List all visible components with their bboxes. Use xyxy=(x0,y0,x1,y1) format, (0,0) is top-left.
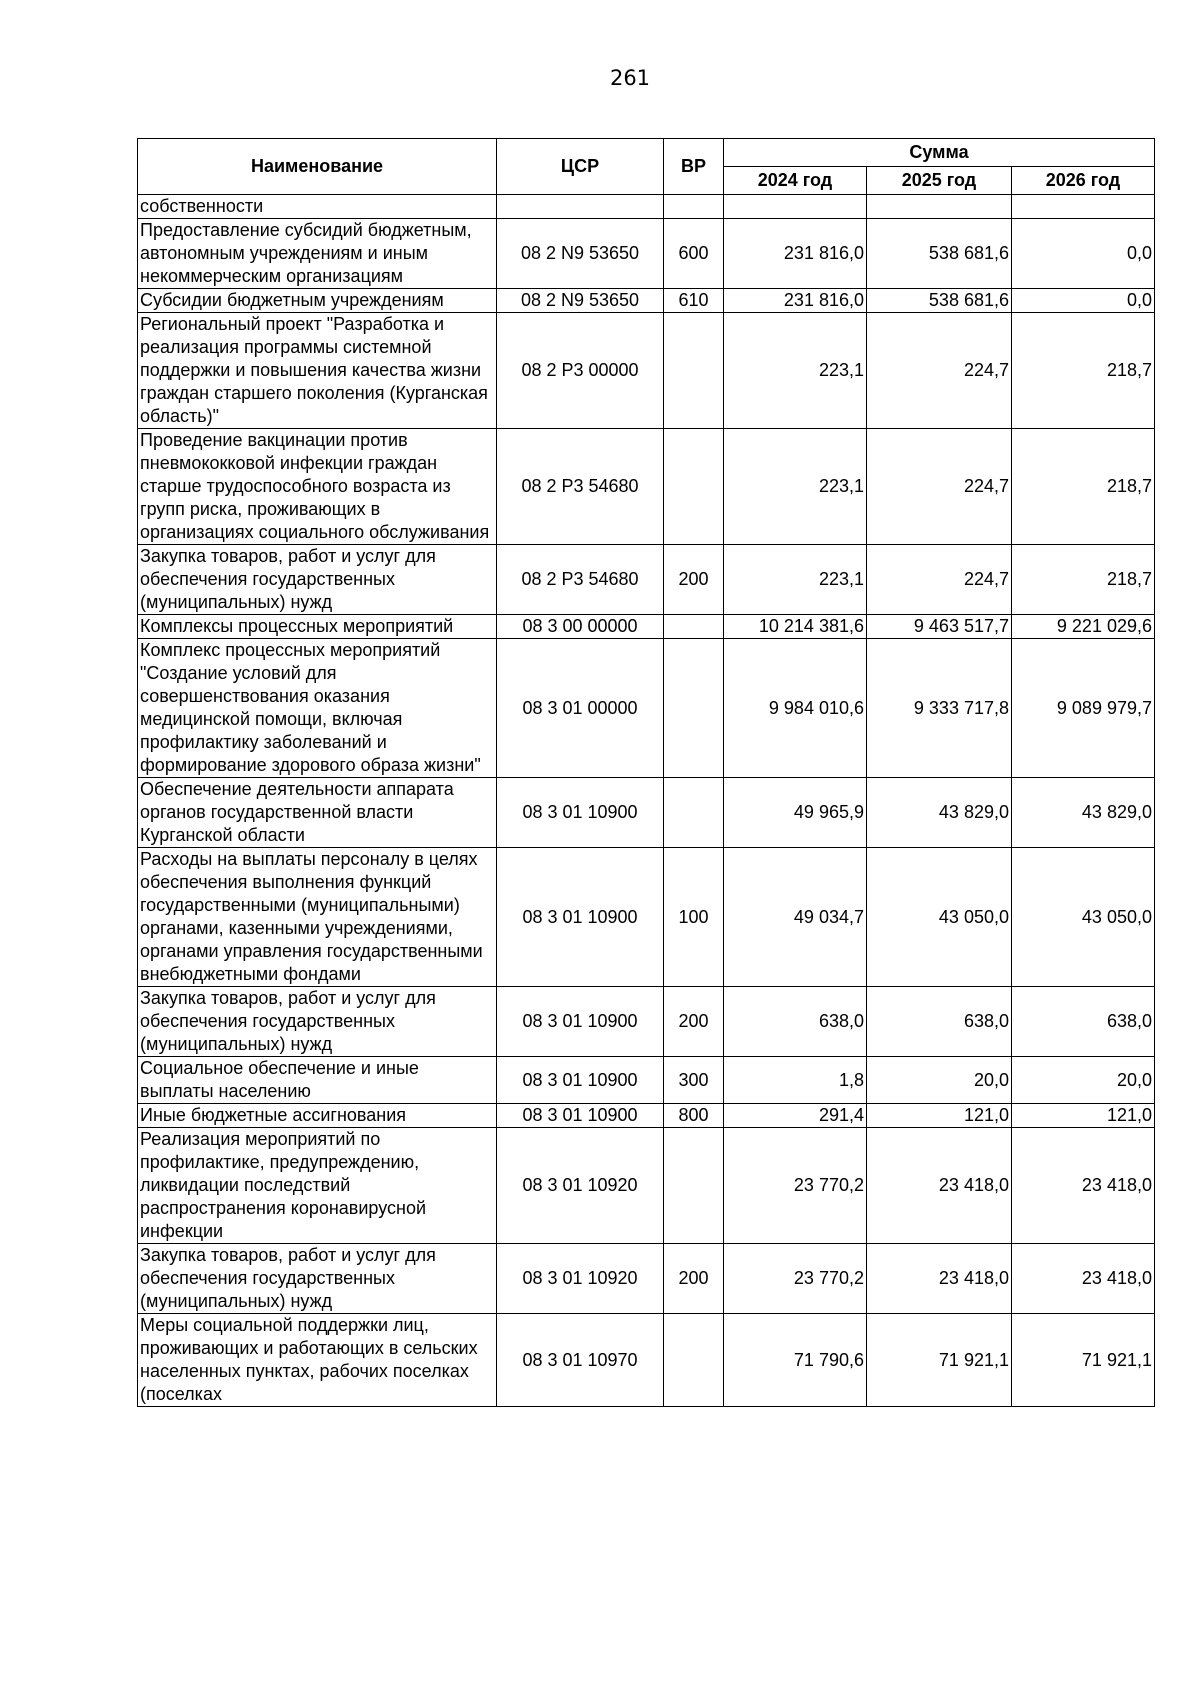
cell-2025: 224,7 xyxy=(867,313,1012,429)
cell-name: Закупка товаров, работ и услуг для обеспечения государственных (муниципальных) нужд xyxy=(138,545,497,615)
table-row xyxy=(138,987,1155,1057)
cell-2026: 218,7 xyxy=(1012,429,1155,545)
cell-2025: 23 418,0 xyxy=(867,1128,1012,1244)
table-row xyxy=(138,219,1155,289)
cell-2025 xyxy=(867,195,1012,219)
cell-2025: 23 418,0 xyxy=(867,1244,1012,1314)
cell-2026: 9 089 979,7 xyxy=(1012,639,1155,778)
cell-2024: 10 214 381,6 xyxy=(724,615,867,639)
cell-vr: 100 xyxy=(664,848,724,987)
cell-vr xyxy=(664,195,724,219)
table-row xyxy=(138,1104,1155,1128)
table-body xyxy=(138,195,1155,1407)
cell-csr xyxy=(497,195,664,219)
cell-2025: 71 921,1 xyxy=(867,1314,1012,1407)
cell-name: Социальное обеспечение и иные выплаты населению xyxy=(138,1057,497,1104)
budget-table xyxy=(137,138,1155,1407)
cell-name: собственности xyxy=(138,195,497,219)
cell-vr: 300 xyxy=(664,1057,724,1104)
cell-2024: 9 984 010,6 xyxy=(724,639,867,778)
cell-name: Иные бюджетные ассигнования xyxy=(138,1104,497,1128)
table-row xyxy=(138,545,1155,615)
cell-vr xyxy=(664,313,724,429)
cell-csr: 08 3 01 10920 xyxy=(497,1128,664,1244)
cell-2026: 43 050,0 xyxy=(1012,848,1155,987)
cell-csr: 08 2 N9 53650 xyxy=(497,289,664,313)
cell-csr: 08 3 01 10920 xyxy=(497,1244,664,1314)
table-row xyxy=(138,848,1155,987)
table-row xyxy=(138,615,1155,639)
cell-csr: 08 2 P3 00000 xyxy=(497,313,664,429)
cell-2026: 0,0 xyxy=(1012,219,1155,289)
cell-2026: 0,0 xyxy=(1012,289,1155,313)
cell-2025: 538 681,6 xyxy=(867,289,1012,313)
cell-vr: 800 xyxy=(664,1104,724,1128)
header-2024: 2024 год xyxy=(724,167,867,195)
cell-2025: 224,7 xyxy=(867,545,1012,615)
cell-2025: 638,0 xyxy=(867,987,1012,1057)
cell-name: Субсидии бюджетным учреждениям xyxy=(138,289,497,313)
cell-2026: 71 921,1 xyxy=(1012,1314,1155,1407)
cell-csr: 08 2 N9 53650 xyxy=(497,219,664,289)
cell-vr: 200 xyxy=(664,545,724,615)
cell-2024: 23 770,2 xyxy=(724,1128,867,1244)
cell-2024: 231 816,0 xyxy=(724,289,867,313)
cell-2024 xyxy=(724,195,867,219)
cell-2025: 43 050,0 xyxy=(867,848,1012,987)
page-number: 261 xyxy=(609,66,651,90)
table-row xyxy=(138,1314,1155,1407)
cell-name: Расходы на выплаты персоналу в целях обеспечения выполнения функций государственными (муниципальными) органами, казенными учреждениями, органами управления государственными внебюджетными фондами xyxy=(138,848,497,987)
cell-name: Обеспечение деятельности аппарата органов государственной власти Курганской области xyxy=(138,778,497,848)
cell-vr: 600 xyxy=(664,219,724,289)
cell-name: Региональный проект "Разработка и реализация программы системной поддержки и повышения качества жизни граждан старшего поколения (Курганская область)" xyxy=(138,313,497,429)
cell-vr xyxy=(664,429,724,545)
table-row xyxy=(138,639,1155,778)
cell-vr xyxy=(664,615,724,639)
cell-2026: 9 221 029,6 xyxy=(1012,615,1155,639)
cell-name: Закупка товаров, работ и услуг для обеспечения государственных (муниципальных) нужд xyxy=(138,1244,497,1314)
cell-2025: 121,0 xyxy=(867,1104,1012,1128)
cell-2024: 223,1 xyxy=(724,429,867,545)
header-name: Наименование xyxy=(138,139,497,195)
table-row xyxy=(138,289,1155,313)
cell-2024: 1,8 xyxy=(724,1057,867,1104)
cell-vr xyxy=(664,778,724,848)
cell-2026: 638,0 xyxy=(1012,987,1155,1057)
cell-name: Закупка товаров, работ и услуг для обеспечения государственных (муниципальных) нужд xyxy=(138,987,497,1057)
cell-2024: 291,4 xyxy=(724,1104,867,1128)
cell-2026: 121,0 xyxy=(1012,1104,1155,1128)
cell-vr: 200 xyxy=(664,987,724,1057)
cell-2024: 71 790,6 xyxy=(724,1314,867,1407)
cell-2025: 538 681,6 xyxy=(867,219,1012,289)
cell-2026: 43 829,0 xyxy=(1012,778,1155,848)
header-csr: ЦСР xyxy=(497,139,664,195)
cell-2024: 223,1 xyxy=(724,313,867,429)
cell-csr: 08 3 01 00000 xyxy=(497,639,664,778)
cell-2024: 49 965,9 xyxy=(724,778,867,848)
cell-name: Предоставление субсидий бюджетным, автономным учреждениям и иным некоммерческим организациям xyxy=(138,219,497,289)
cell-name: Комплекс процессных мероприятий "Создание условий для совершенствования оказания медицинской помощи, включая профилактику заболеваний и формирование здорового образа жизни" xyxy=(138,639,497,778)
cell-vr xyxy=(664,1314,724,1407)
cell-vr xyxy=(664,639,724,778)
cell-2026: 218,7 xyxy=(1012,545,1155,615)
cell-vr: 200 xyxy=(664,1244,724,1314)
header-sum: Сумма xyxy=(724,139,1155,167)
header-vr: ВР xyxy=(664,139,724,195)
table-row xyxy=(138,1128,1155,1244)
cell-2026: 218,7 xyxy=(1012,313,1155,429)
cell-name: Меры социальной поддержки лиц, проживающих и работающих в сельских населенных пунктах, рабочих поселках (поселках xyxy=(138,1314,497,1407)
table-row xyxy=(138,1244,1155,1314)
header-2026: 2026 год xyxy=(1012,167,1155,195)
cell-csr: 08 3 01 10970 xyxy=(497,1314,664,1407)
cell-csr: 08 3 01 10900 xyxy=(497,987,664,1057)
cell-csr: 08 3 01 10900 xyxy=(497,1057,664,1104)
table-row xyxy=(138,778,1155,848)
cell-2024: 23 770,2 xyxy=(724,1244,867,1314)
cell-csr: 08 3 00 00000 xyxy=(497,615,664,639)
cell-2026 xyxy=(1012,195,1155,219)
table-header xyxy=(138,139,1155,195)
header-2025: 2025 год xyxy=(867,167,1012,195)
cell-name: Комплексы процессных мероприятий xyxy=(138,615,497,639)
cell-2026: 20,0 xyxy=(1012,1057,1155,1104)
cell-2025: 43 829,0 xyxy=(867,778,1012,848)
cell-csr: 08 3 01 10900 xyxy=(497,1104,664,1128)
cell-2026: 23 418,0 xyxy=(1012,1128,1155,1244)
cell-csr: 08 2 P3 54680 xyxy=(497,429,664,545)
cell-2025: 9 463 517,7 xyxy=(867,615,1012,639)
cell-2024: 638,0 xyxy=(724,987,867,1057)
cell-vr xyxy=(664,1128,724,1244)
cell-2024: 49 034,7 xyxy=(724,848,867,987)
table-row xyxy=(138,195,1155,219)
table-row xyxy=(138,313,1155,429)
table-row xyxy=(138,1057,1155,1104)
table-row xyxy=(138,429,1155,545)
cell-2026: 23 418,0 xyxy=(1012,1244,1155,1314)
cell-csr: 08 3 01 10900 xyxy=(497,848,664,987)
cell-csr: 08 2 P3 54680 xyxy=(497,545,664,615)
cell-name: Проведение вакцинации против пневмококковой инфекции граждан старше трудоспособного возраста из групп риска, проживающих в организациях социального обслуживания xyxy=(138,429,497,545)
cell-2024: 223,1 xyxy=(724,545,867,615)
cell-csr: 08 3 01 10900 xyxy=(497,778,664,848)
cell-2025: 20,0 xyxy=(867,1057,1012,1104)
cell-2025: 9 333 717,8 xyxy=(867,639,1012,778)
cell-2024: 231 816,0 xyxy=(724,219,867,289)
cell-name: Реализация мероприятий по профилактике, предупреждению, ликвидации последствий распространения коронавирусной инфекции xyxy=(138,1128,497,1244)
cell-vr: 610 xyxy=(664,289,724,313)
cell-2025: 224,7 xyxy=(867,429,1012,545)
